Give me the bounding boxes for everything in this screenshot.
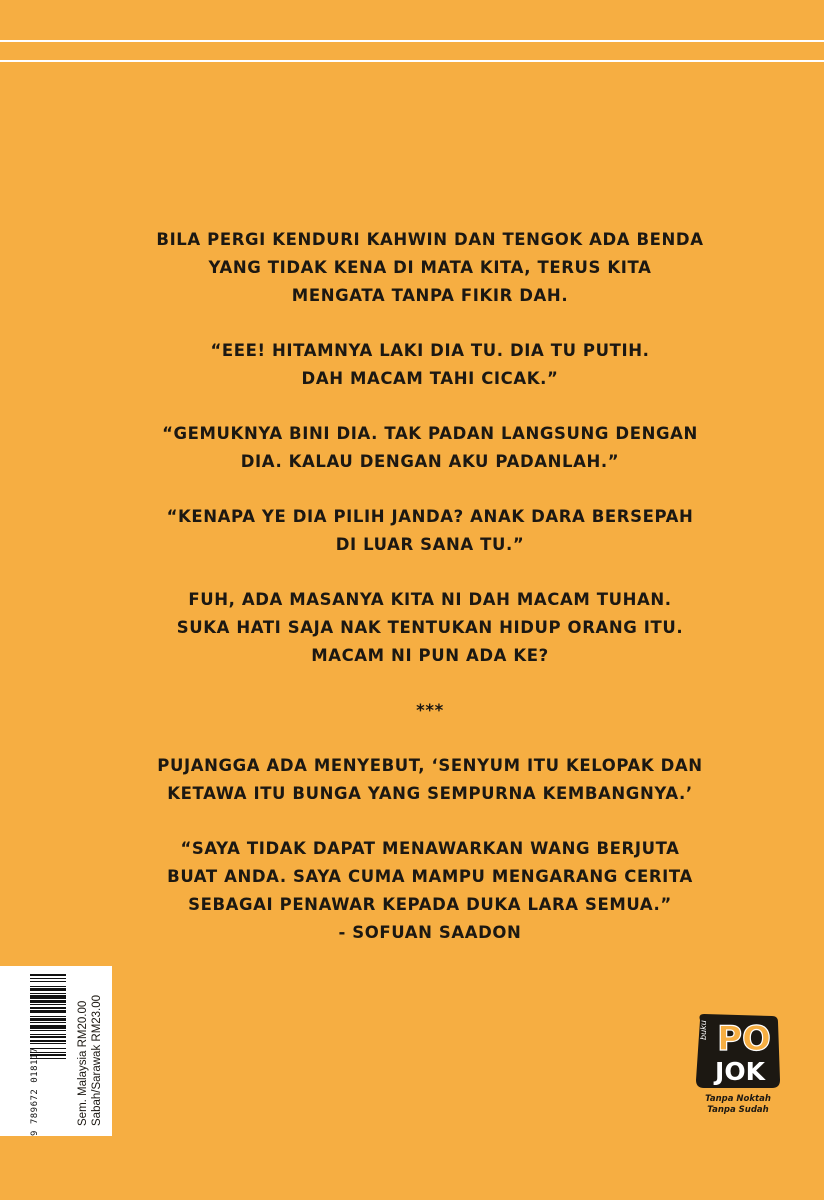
barcode [0, 966, 72, 1136]
blurb-line: “KENAPA YE DIA PILIH JANDA? ANAK DARA BERSEPAH [166, 507, 694, 526]
blurb-paragraph-1 [150, 226, 710, 310]
section-separator: *** [416, 701, 444, 720]
top-decorative-line [0, 40, 824, 42]
top-decorative-line-2 [0, 60, 824, 62]
blurb-line: “GEMUKNYA BINI DIA. TAK PADAN LANGSUNG DENGAN [162, 424, 698, 443]
blurb-line: DAH MACAM TAHI CICAK.” [301, 369, 559, 388]
logo-bottom-text: JOK [715, 1057, 765, 1086]
isbn-digits: 9 789672 018117 [30, 1047, 40, 1136]
blurb-line: “SAYA TIDAK DAPAT MENAWARKAN WANG BERJUTA [180, 839, 680, 858]
price-peninsular: Sem. Malaysia RM20.00 [77, 1000, 89, 1126]
blurb-line: MENGATA TANPA FIKIR DAH. [291, 286, 569, 305]
blurb-line: MACAM NI PUN ADA KE? [311, 646, 549, 665]
blurb-paragraph-3 [150, 420, 710, 476]
pojok-logo-mark [692, 1010, 784, 1094]
blurb-line: PUJANGGA ADA MENYEBUT, ‘SENYUM ITU KELOPAK DAN [157, 756, 703, 775]
blurb-line: SEBAGAI PENAWAR KEPADA DUKA LARA SEMUA.” [188, 895, 672, 914]
blurb-line: BILA PERGI KENDURI KAHWIN DAN TENGOK ADA BENDA [156, 230, 704, 249]
logo-top-text: PO [717, 1019, 771, 1059]
blurb-line: DI LUAR SANA TU.” [335, 535, 525, 554]
isbn-number [30, 1047, 64, 1136]
blurb-paragraph-6 [150, 752, 710, 808]
blurb-line: SUKA HATI SAJA NAK TENTUKAN HIDUP ORANG ITU. [176, 618, 684, 637]
tagline-line-2: Tanpa Sudah [707, 1105, 769, 1115]
logo-tagline [692, 1094, 784, 1116]
blurb-line: KETAWA ITU BUNGA YANG SEMPURNA KEMBANGNYA.’ [167, 784, 693, 803]
blurb-paragraph-4 [150, 503, 710, 559]
price-borneo: Sabah/Sarawak RM23.00 [91, 994, 103, 1126]
price-sticker [0, 966, 112, 1136]
blurb-paragraph-2 [150, 337, 710, 393]
price-list [76, 995, 104, 1126]
blurb-line: FUH, ADA MASANYA KITA NI DAH MACAM TUHAN. [188, 590, 672, 609]
blurb-line: YANG TIDAK KENA DI MATA KITA, TERUS KITA [208, 258, 652, 277]
blurb-line: DIA. KALAU DENGAN AKU PADANLAH.” [240, 452, 620, 471]
publisher-logo [692, 1010, 784, 1125]
blurb-text [150, 226, 710, 974]
logo-small-text: buku [699, 1020, 708, 1040]
author-attribution: - SOFUAN SAADON [338, 923, 522, 942]
tagline-line-1: Tanpa Noktah [705, 1094, 771, 1104]
blurb-paragraph-7 [150, 835, 710, 919]
blurb-paragraph-5 [150, 586, 710, 670]
blurb-line: “EEE! HITAMNYA LAKI DIA TU. DIA TU PUTIH. [210, 341, 650, 360]
blurb-line: BUAT ANDA. SAYA CUMA MAMPU MENGARANG CERITA [167, 867, 693, 886]
